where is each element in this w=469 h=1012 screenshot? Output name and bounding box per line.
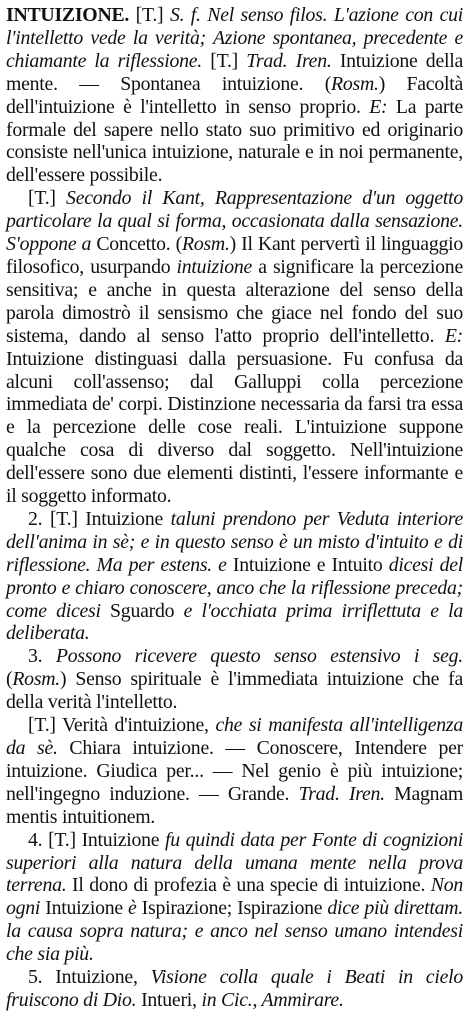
text-run: Magnam mentis intuitionem. [6,782,463,828]
text-run: Intuizione e Intuito [226,553,389,576]
text-run: La parte formale del sapere nello stato suo primitivo ed originario consiste nell'unica intuizione, naturale e in noi permanente, dell'essere possibile. [6,95,463,187]
text-run: Intuizione della mente. — Spontanea intuizione. ( [6,49,463,95]
text-run: ) Facoltà dell'intuizione è l'intelletto in senso proprio. [6,72,463,118]
entry-definition [6,4,463,186]
text-run: Sguardo [100,599,184,622]
text-run: ( [6,668,13,691]
text-run: 2. [T.] [28,507,86,530]
italic-run: E: [369,95,388,118]
italic-run: Rosm. [181,233,230,256]
text-run: Concetto. ( [91,233,182,256]
italic-run: E: [444,324,463,347]
italic-run: in Cic., Ammirare. [201,988,344,1011]
sense-5 [6,966,463,1012]
text-run: [T.] [28,187,67,210]
entry-head [6,4,463,187]
text-run: Intueri, [136,988,202,1011]
text-run: ) Il Kant pervertì il linguaggio filosofico, usurpando [6,233,463,278]
sense-3 [6,645,463,714]
italic-run: Non ogni [6,874,463,920]
italic-run: è [128,897,137,920]
text-run: [T.] [129,4,170,26]
italic-run: Possono ricevere questo senso estensivo i seg. [55,645,463,668]
headword: INTUIZIONE. [6,4,130,26]
text-run: [T.] [201,49,247,72]
italic-run: Rosm. [12,668,60,691]
italic-run: intuizione [176,255,253,278]
text-run: [T.] Verità d'intuizione, [28,714,216,737]
sense-4 [6,829,463,966]
text-run: a significare la percezione sensitiva; e anche in questa alterazione del senso della parola dimostrò il sensismo che giace nel fondo del suo sistema, dando al senso l'atto proprio dell'intelletto. [6,255,463,347]
text-run: ) Senso spirituale è l'immediata intuizione che fa della verità l'intelletto. [6,668,463,714]
italic-run: Secondo il Kant, Rappresentazione d'un oggetto particolare la qual si forma, occasionata dalla sensazione. S'oppone a [6,187,463,256]
text-run: 5. Intuizione, [28,966,151,989]
text-run: Intuizione [40,897,129,920]
italic-run: dice più direttam. la causa sopra natura; e anco nel senso umano intendesi che sia più. [6,897,463,966]
italic-run: e l'occhiata prima irriflettuta e la deliberata. [6,599,463,645]
italic-run: che si manifesta all'intelligenza da sè. [6,714,463,759]
italic-run: Trad. Iren. [298,782,385,805]
sense-2 [6,508,463,645]
italic-run: S. f. Nel senso filos. L'azione con cui l'intelletto vede la verità; Azione spontanea, precedente e chiamante la riflessione. [6,4,464,72]
italic-run: Rosm. [331,72,379,95]
italic-run: taluni prendono per Veduta interiore dell'anima in sè; e in questo senso è un misto d'intuito e di riflessione. Ma per estens. e [6,507,463,576]
text-run: Intuizione distinguasi dalla persuasione. Fu confusa da alcuni coll'assenso; dal Galluppi colla percezione immediata de' corpi. Distinzione necessaria da farsi tra essa e la percezione delle cose reali. L'intuizione suppone qualche cosa di diverso dal soggetto. Nell'intuizione dell'essere sono due elementi distinti, l'essere informante e il soggetto informato. [6,347,463,508]
kant-paragraph [6,187,463,508]
text-run: Intuizione [85,507,163,530]
text-run: Ispirazione; Ispirazione [136,897,328,920]
verita-paragraph [6,714,463,829]
text-run: Il dono di profezia è una specie di intuizione. [66,874,431,897]
italic-run: Visione colla quale i Beati in cielo fruiscono di Dio. [6,966,463,1011]
text-run: 3. [28,645,56,668]
text-run: Chiara intuizione. — Conoscere, Intendere per intuizione. Giudica per... — Nel genio è più intuizione; nell'ingegno induzione. — Grande. [6,737,463,805]
italic-run: Trad. Iren. [246,49,332,72]
text-run: 4. [T.] Intuizione [28,828,166,851]
italic-run: dicesi del pronto e chiaro conoscere, anco che la riflessione preceda; come dicesi [6,553,463,622]
italic-run: fu quindi data per Fonte di cognizioni superiori alla natura della umana mente nella prova terrena. [6,828,463,897]
